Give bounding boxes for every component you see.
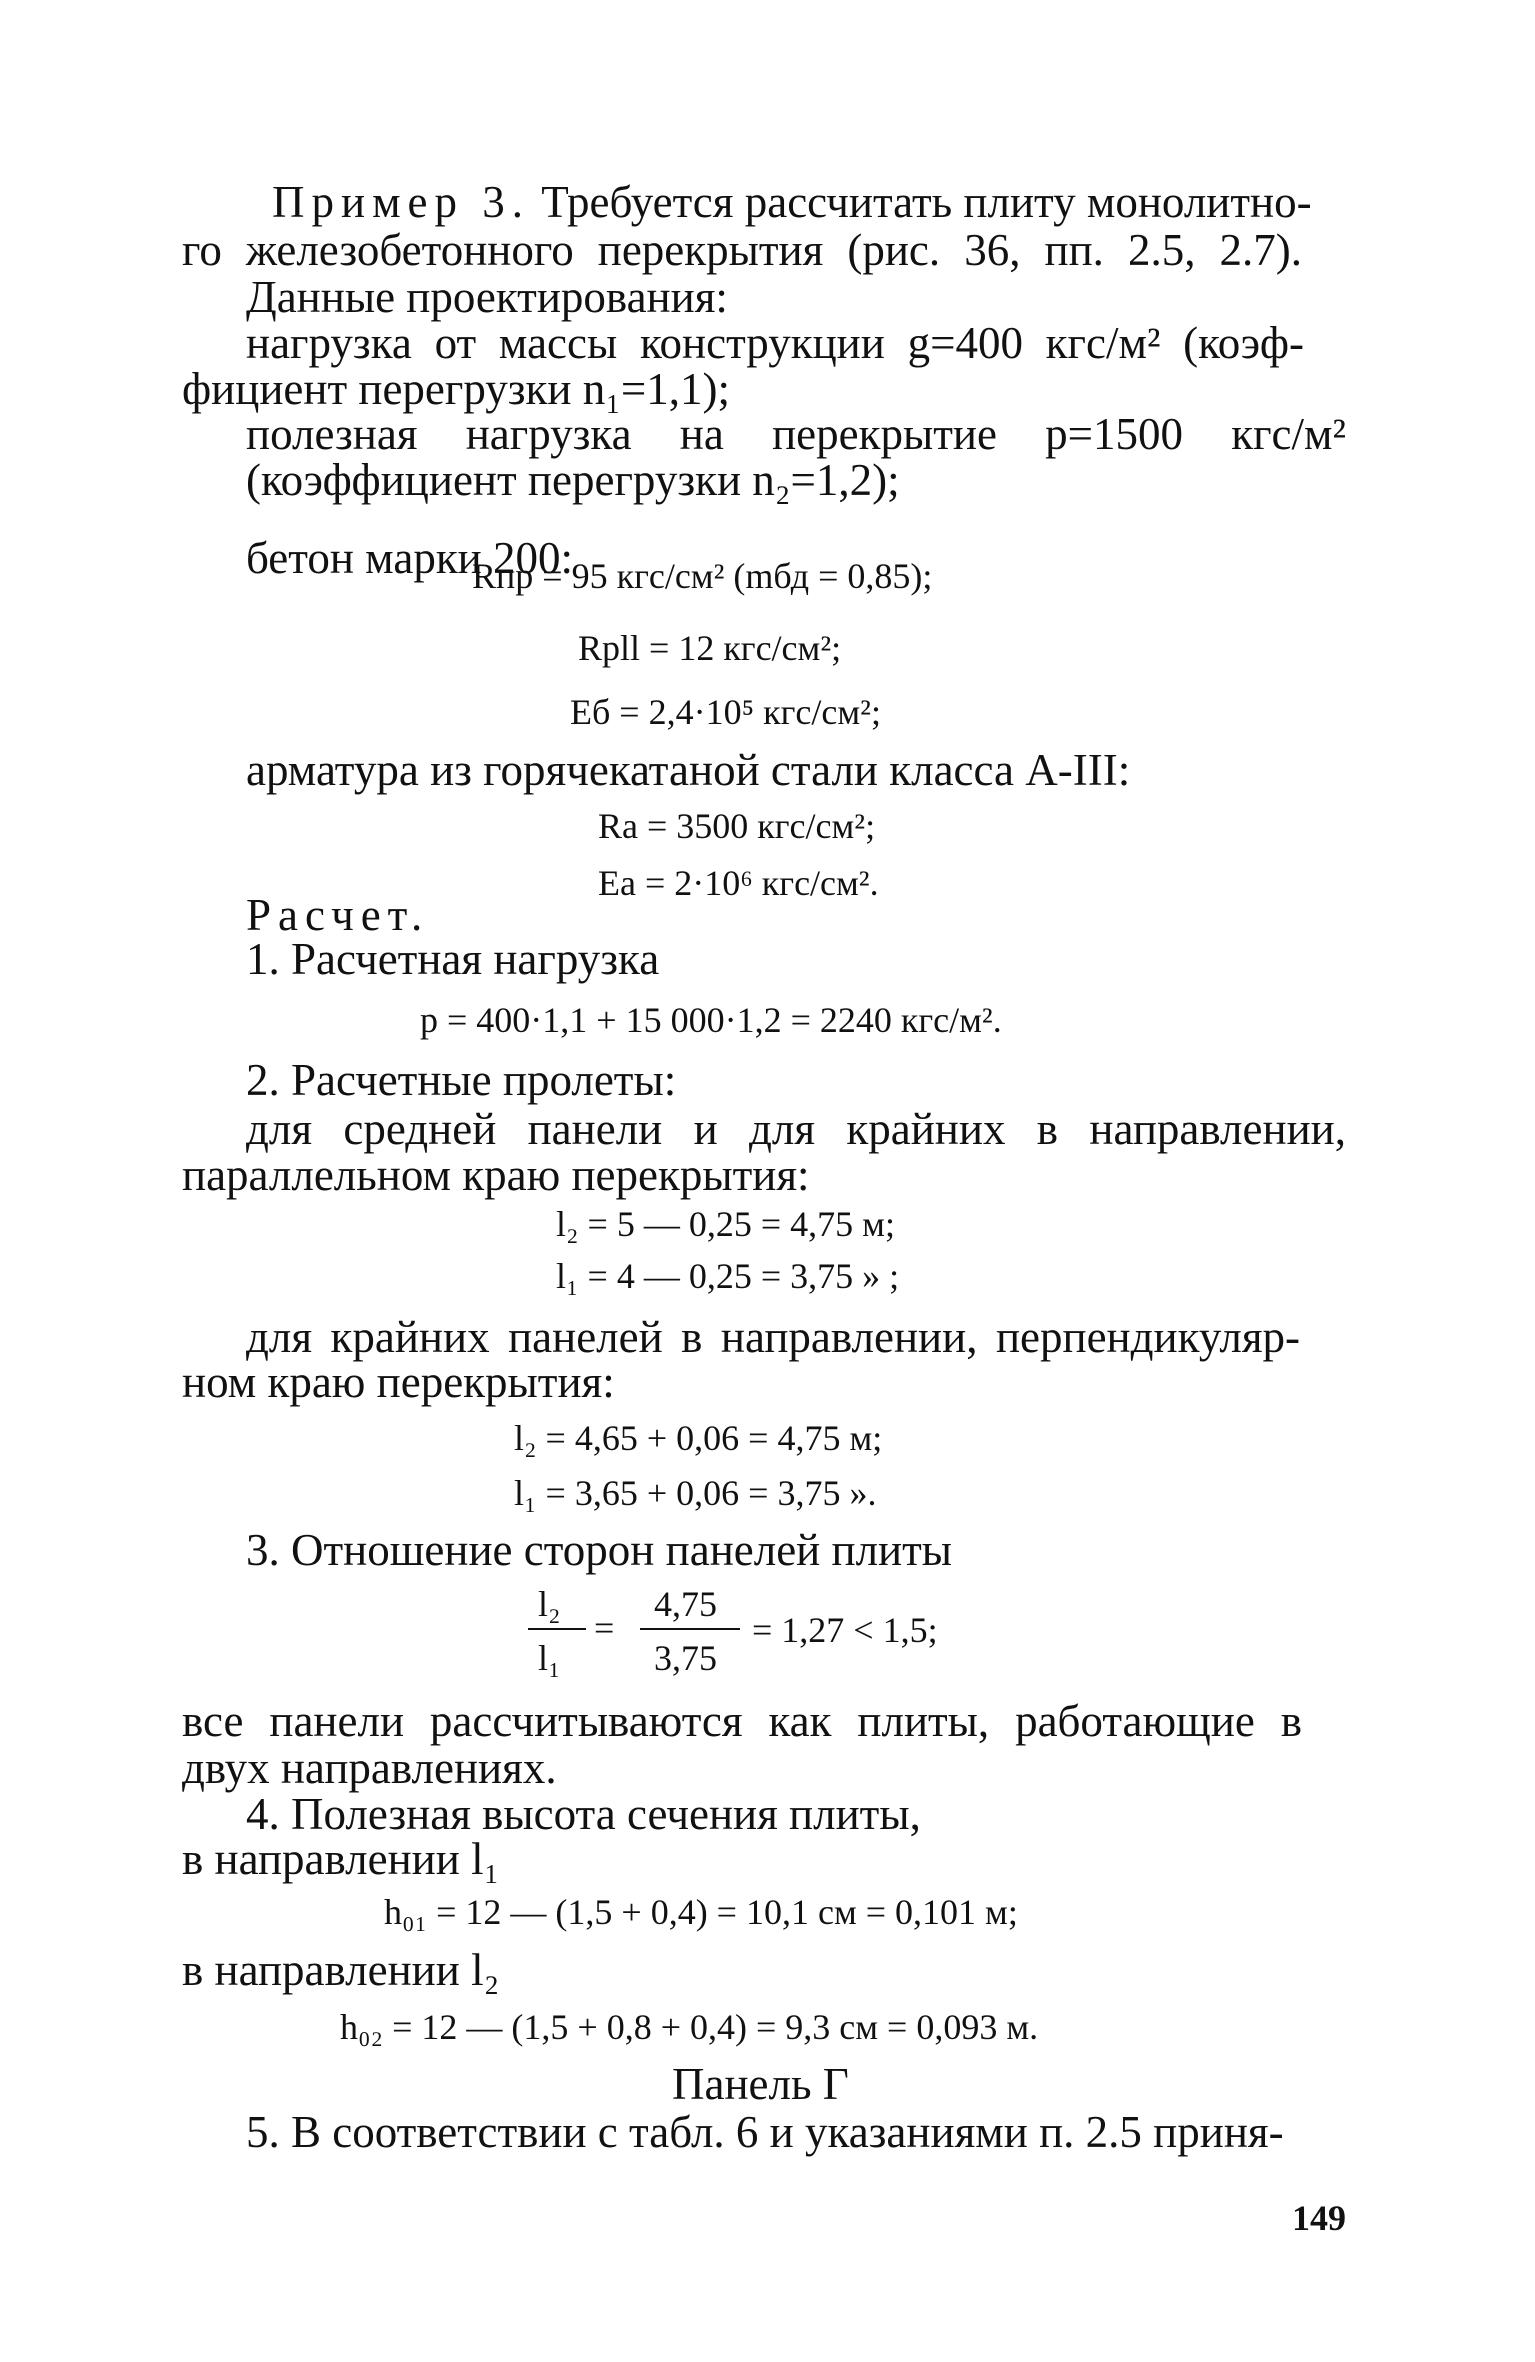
text-line: нагрузка от массы конструкции g=400 кгс/м² (коэф-: [246, 318, 1304, 368]
text-line: фициент перегрузки n₁=1,1);: [182, 364, 731, 414]
formula: Eб = 2,4·10⁵ кгс/см²;: [570, 692, 881, 732]
formula: l₁ = 4 — 0,25 = 3,75 » ;: [556, 1256, 900, 1296]
subsection-heading: Панель Г: [672, 2059, 849, 2109]
text-line: бетон марки 200:: [246, 533, 574, 583]
fraction-bar: [528, 1628, 586, 1630]
formula: p = 400·1,1 + 15 000·1,2 = 2240 кгс/м².: [420, 1000, 1002, 1040]
formula: = 1,27 < 1,5;: [752, 1610, 938, 1650]
text-line: ном краю перекрытия:: [182, 1357, 615, 1407]
text-line: Данные проектирования:: [246, 272, 728, 322]
text-line: для крайних панелей в направлении, перпендикуляр-: [246, 1312, 1300, 1362]
example-heading: Пример 3.: [272, 177, 531, 227]
formula: h₀₂ = 12 — (1,5 + 0,8 + 0,4) = 9,3 см = 0,093 м.: [340, 2007, 1039, 2047]
formula: Eа = 2·10⁶ кгс/см².: [598, 863, 879, 903]
formula: Rа = 3500 кгс/см²;: [598, 806, 876, 846]
formula: l₂ = 4,65 + 0,06 = 4,75 м;: [514, 1418, 883, 1458]
formula: h₀₁ = 12 — (1,5 + 0,4) = 10,1 см = 0,101 м;: [384, 1892, 1018, 1932]
text-line: (коэффициент перегрузки n₂=1,2);: [246, 455, 900, 505]
fraction-numerator: l₂: [538, 1584, 561, 1624]
text-line: 1. Расчетная нагрузка: [246, 934, 660, 984]
text-line: го железобетонного перекрытия (рис. 36, пп. 2.5, 2.7).: [182, 225, 1302, 275]
equals-sign: =: [594, 1608, 615, 1648]
page-number: 149: [1292, 2198, 1346, 2238]
formula: l₁ = 3,65 + 0,06 = 3,75 ».: [514, 1473, 877, 1513]
fraction-denominator: l₁: [538, 1638, 561, 1678]
text-line: Требуется рассчитать плиту монолитно-: [541, 177, 1312, 227]
fraction-bar: [640, 1628, 740, 1630]
text-line: все панели рассчитываются как плиты, работающие в: [182, 1696, 1302, 1746]
text-line: двух направлениях.: [182, 1743, 557, 1793]
text-line: 2. Расчетные пролеты:: [246, 1055, 677, 1105]
text-line: для средней панели и для крайних в направлении,: [246, 1104, 1346, 1154]
text-line: полезная нагрузка на перекрытие p=1500 кгс/м²: [246, 409, 1346, 459]
text-line: 3. Отношение сторон панелей плиты: [246, 1525, 953, 1575]
example-line-1: [272, 177, 1312, 227]
formula: l₂ = 5 — 0,25 = 4,75 м;: [556, 1204, 895, 1244]
section-heading: Расчет.: [246, 890, 430, 940]
fraction-numerator: 4,75: [654, 1584, 717, 1624]
text-line: 4. Полезная высота сечения плиты,: [246, 1789, 921, 1839]
formula: Rпр = 95 кгс/см² (mбд = 0,85);: [472, 556, 933, 596]
text-line: в направлении l₁: [182, 1834, 500, 1884]
formula: Rрll = 12 кгс/см²;: [578, 628, 842, 668]
fraction-denominator: 3,75: [654, 1638, 717, 1678]
text-line: арматура из горячекатаной стали класса А-III:: [246, 745, 1131, 795]
text-line: параллельном краю перекрытия:: [182, 1150, 810, 1200]
text-line: в направлении l₂: [182, 1945, 500, 1995]
text-line: 5. В соответствии с табл. 6 и указаниями п. 2.5 приня-: [246, 2107, 1284, 2157]
